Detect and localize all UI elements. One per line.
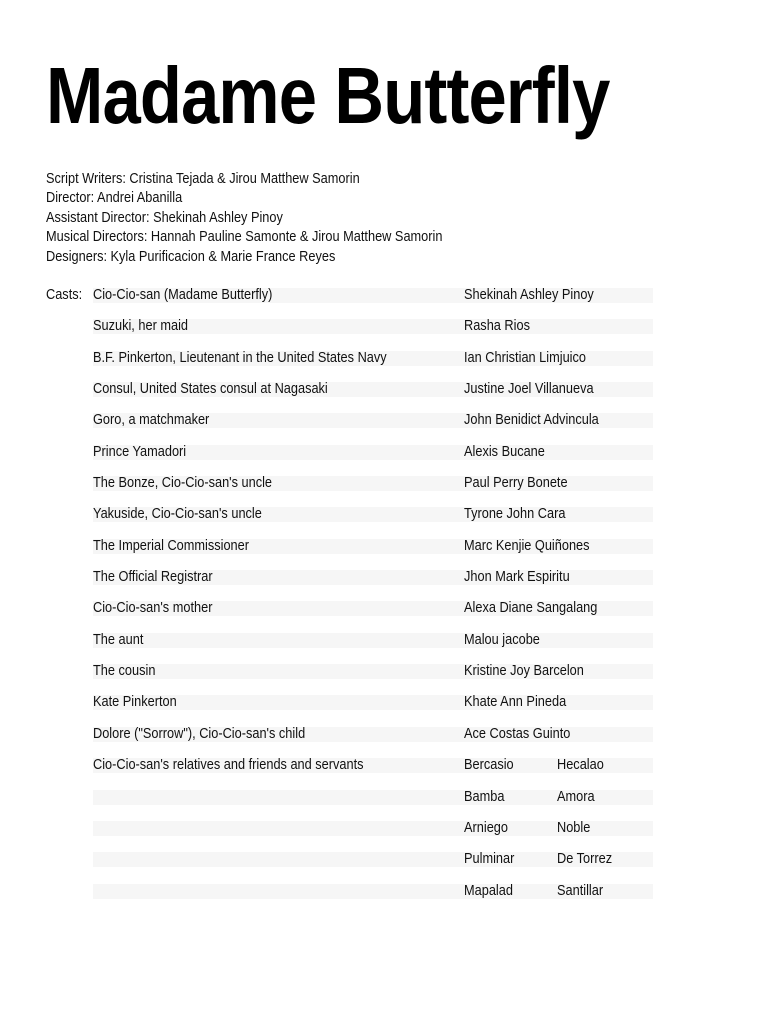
cast-row xyxy=(93,630,653,661)
cast-row xyxy=(93,348,653,379)
cast-actor-secondary: De Torrez xyxy=(557,851,613,868)
cast-actor: Ace Costas Guinto xyxy=(464,725,571,742)
cast-actor: Alexis Bucane xyxy=(464,443,545,460)
document-title: Madame Butterfly xyxy=(46,51,610,140)
cast-actor: Justine Joel Villanueva xyxy=(464,381,594,398)
cast-actor: Malou jacobe xyxy=(464,631,540,648)
cast-actor: Alexa Diane Sangalang xyxy=(464,600,598,617)
cast-row xyxy=(93,881,653,912)
cast-row xyxy=(93,285,653,316)
cast-role: Kate Pinkerton xyxy=(93,694,177,711)
cast-row xyxy=(93,567,653,598)
cast-actor-secondary: Hecalao xyxy=(557,757,604,774)
credit-musical-directors: Musical Directors: Hannah Pauline Samonte & Jirou Matthew Samorin xyxy=(46,229,443,246)
cast-actor: Khate Ann Pineda xyxy=(464,694,567,711)
cast-row xyxy=(93,410,653,441)
cast-role: Cio-Cio-san's mother xyxy=(93,600,213,617)
casts-label: Casts: xyxy=(46,287,83,303)
cast-role: Consul, United States consul at Nagasaki xyxy=(93,381,328,398)
cast-actor: Marc Kenjie Quiñones xyxy=(464,537,590,554)
cast-row xyxy=(93,755,653,786)
cast-actor: Bercasio xyxy=(464,757,514,774)
cast-role: Prince Yamadori xyxy=(93,443,187,460)
cast-role: The aunt xyxy=(93,631,144,648)
cast-row xyxy=(93,473,653,504)
cast-row xyxy=(93,536,653,567)
cast-actor-secondary: Amora xyxy=(557,788,595,805)
credit-script-writers: Script Writers: Cristina Tejada & Jirou Matthew Samorin xyxy=(46,171,360,187)
cast-actor: Ian Christian Limjuico xyxy=(464,349,586,366)
cast-actor: Jhon Mark Espiritu xyxy=(464,569,570,586)
cast-row xyxy=(93,787,653,818)
cast-actor: Bamba xyxy=(464,788,505,805)
cast-actor-secondary: Noble xyxy=(557,819,591,836)
cast-role: Cio-Cio-san's relatives and friends and servants xyxy=(93,757,364,774)
cast-actor: Rasha Rios xyxy=(464,318,530,335)
cast-actor: Mapalad xyxy=(464,882,513,899)
cast-actor: Pulminar xyxy=(464,851,515,868)
cast-actor: John Benidict Advincula xyxy=(464,412,599,429)
cast-role: B.F. Pinkerton, Lieutenant in the United States Navy xyxy=(93,349,387,366)
credit-assistant-director: Assistant Director: Shekinah Ashley Pinoy xyxy=(46,209,283,226)
cast-row xyxy=(93,316,653,347)
cast-role: The Official Registrar xyxy=(93,569,213,586)
cast-row xyxy=(93,849,653,880)
cast-role: Yakuside, Cio-Cio-san's uncle xyxy=(93,506,262,523)
cast-actor: Kristine Joy Barcelon xyxy=(464,663,584,680)
cast-table xyxy=(93,285,653,912)
cast-actor: Arniego xyxy=(464,819,508,836)
cast-row xyxy=(93,692,653,723)
cast-row xyxy=(93,661,653,692)
cast-row xyxy=(93,379,653,410)
cast-role: Dolore ("Sorrow"), Cio-Cio-san's child xyxy=(93,725,306,742)
cast-role: Cio-Cio-san (Madame Butterfly) xyxy=(93,287,273,303)
credit-director: Director: Andrei Abanilla xyxy=(46,190,183,207)
credits-block xyxy=(46,170,746,267)
cast-row xyxy=(93,724,653,755)
cast-role: The cousin xyxy=(93,663,156,680)
cast-actor-secondary: Santillar xyxy=(557,882,604,899)
cast-row xyxy=(93,598,653,629)
cast-role: Goro, a matchmaker xyxy=(93,412,210,429)
cast-row xyxy=(93,442,653,473)
cast-role: The Imperial Commissioner xyxy=(93,537,250,554)
cast-actor: Tyrone John Cara xyxy=(464,506,566,523)
cast-row xyxy=(93,504,653,535)
cast-actor: Paul Perry Bonete xyxy=(464,475,568,492)
credit-designers: Designers: Kyla Purificacion & Marie France Reyes xyxy=(46,248,336,265)
cast-actor: Shekinah Ashley Pinoy xyxy=(464,287,594,303)
cast-role: The Bonze, Cio-Cio-san's uncle xyxy=(93,475,273,492)
cast-role: Suzuki, her maid xyxy=(93,318,189,335)
cast-row xyxy=(93,818,653,849)
